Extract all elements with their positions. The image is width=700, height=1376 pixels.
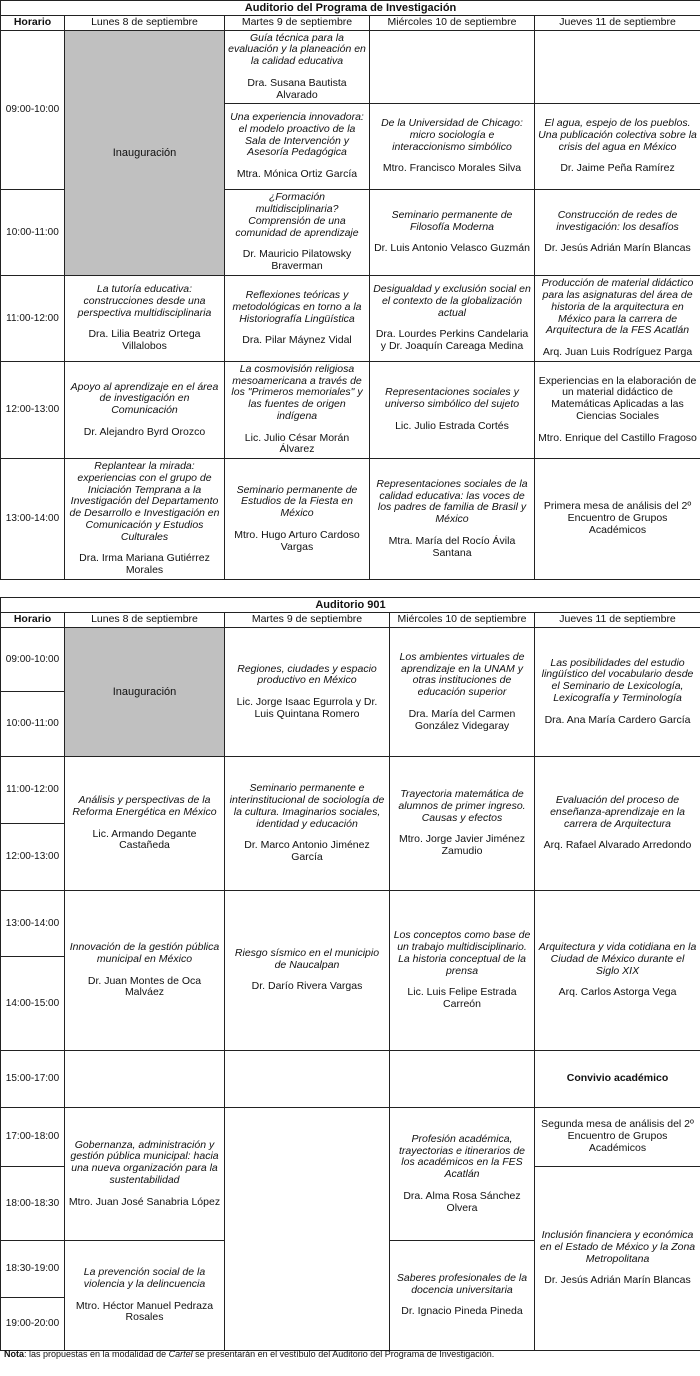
header-martes: Martes 9 de septiembre bbox=[225, 613, 390, 628]
session-title: Riesgo sísmico en el municipio de Naucalpan bbox=[234, 946, 380, 971]
schedule-cell bbox=[225, 362, 370, 459]
session-title: Las posibilidades del estudio lingüístico del vocabulario desde el Seminario de Lexicología, Lexicografía y Terminología bbox=[541, 656, 694, 704]
time-slot: 19:00-20:00 bbox=[1, 1298, 65, 1351]
session-author: Arq. Juan Luis Rodríguez Parga bbox=[542, 346, 693, 359]
schedule-cell bbox=[390, 757, 535, 891]
time-slot: 10:00-11:00 bbox=[1, 190, 65, 276]
time-slot: 13:00-14:00 bbox=[1, 891, 65, 957]
session-author: Dr. Luis Antonio Velasco Guzmán bbox=[374, 242, 530, 255]
schedule-table-auditorio-901 bbox=[0, 597, 700, 1351]
session-title: Evaluación del proceso de enseñanza-aprendizaje en la carrera de Arquitectura bbox=[550, 794, 685, 830]
session-title: Innovación de la gestión pública municipal en México bbox=[69, 941, 220, 965]
session-title: La prevención social de la violencia y la delincuencia bbox=[83, 1266, 206, 1290]
session-author: Mtro. Hugo Arturo Cardoso Vargas bbox=[234, 528, 360, 553]
schedule-cell bbox=[370, 276, 535, 362]
session-title: Experiencias en la elaboración de un material didáctico de Matemáticas Aplicadas a las Ciencias Sociales bbox=[538, 374, 697, 422]
session-title: Trayectoria matemática de alumnos de primer ingreso. Causas y efectos bbox=[398, 788, 526, 824]
schedule-cell bbox=[535, 104, 700, 190]
schedule-table-auditorio-programa bbox=[0, 0, 700, 580]
schedule-cell bbox=[225, 104, 370, 190]
session-author: Dra. Susana Bautista Alvarado bbox=[247, 76, 347, 101]
session-author: Mtro. Jorge Javier Jiménez Zamudio bbox=[398, 833, 526, 858]
footnote-cartel: Cartel bbox=[168, 1349, 193, 1359]
session-author: Mtra. Mónica Ortiz García bbox=[236, 168, 358, 181]
session-author: Lic. Jorge Isaac Egurrola y Dr. Luis Quintana Romero bbox=[236, 696, 378, 720]
schedule-cell bbox=[225, 628, 390, 757]
header-horario: Horario bbox=[1, 16, 65, 31]
session-author: Dr. Darío Rivera Vargas bbox=[251, 980, 363, 993]
schedule-cell bbox=[225, 891, 390, 1051]
session-author: Dr. Jesús Adrián Marín Blancas bbox=[544, 1274, 691, 1287]
schedule-cell bbox=[370, 459, 535, 580]
session-title: Primera mesa de análisis del 2º Encuentro de Grupos Académicos bbox=[543, 500, 692, 536]
schedule-cell bbox=[535, 757, 700, 891]
session-author: Dr. Mauricio Pilatowsky Braverman bbox=[242, 248, 352, 273]
session-title: Análisis y perspectivas de la Reforma Energética en México bbox=[72, 794, 217, 818]
footnote-label: Nota bbox=[4, 1349, 24, 1359]
session-title: Construcción de redes de investigación: los desafíos bbox=[556, 208, 679, 233]
session-author: Dr. Marco Antonio Jiménez García bbox=[244, 839, 370, 864]
schedule-cell bbox=[225, 190, 370, 276]
session-title: Arquitectura y vida cotidiana en la Ciudad de México durante el Siglo XIX bbox=[538, 941, 697, 977]
time-slot: 14:00-15:00 bbox=[1, 957, 65, 1051]
footnote-text: se presentarán en el vestíbulo del Auditorio del Programa de Investigación. bbox=[192, 1349, 495, 1359]
session-author: Lic. Julio Estrada Cortés bbox=[395, 419, 509, 432]
session-author: Lic. Armando Degante Castañeda bbox=[92, 827, 197, 852]
time-slot: 18:30-19:00 bbox=[1, 1241, 65, 1298]
schedule-cell bbox=[65, 362, 225, 459]
schedule-cell bbox=[535, 362, 700, 459]
session-title: Seminario permanente e interinstitucional de sociología de la cultura. Imaginarios sociales, identidad y educación bbox=[229, 782, 385, 830]
session-title: Apoyo al aprendizaje en el área de investigación en Comunicación bbox=[70, 380, 219, 417]
schedule-cell bbox=[535, 628, 700, 757]
time-slot: 11:00-12:00 bbox=[1, 276, 65, 362]
schedule-cell bbox=[370, 104, 535, 190]
header-horario: Horario bbox=[1, 613, 65, 628]
empty-cell bbox=[390, 1051, 535, 1108]
session-author: Dr. Ignacio Pineda Pineda bbox=[401, 1305, 523, 1318]
schedule-cell bbox=[535, 891, 700, 1051]
header-lunes: Lunes 8 de septiembre bbox=[65, 613, 225, 628]
schedule-cell bbox=[65, 757, 225, 891]
schedule-cell bbox=[65, 891, 225, 1051]
time-slot: 12:00-13:00 bbox=[1, 362, 65, 459]
schedule-cell bbox=[225, 459, 370, 580]
session-title: Replantear la mirada: experiencias con el grupo de Iniciación Temprana a la Investigación del Departamento de Desarrollo e Investigación en Comunicación y Estudios Culturales bbox=[69, 460, 220, 543]
session-author: Mtro. Francisco Morales Silva bbox=[382, 162, 522, 175]
schedule-cell bbox=[65, 1241, 225, 1351]
session-title: Representaciones sociales de la calidad educativa: las voces de los padres de familia de Brasil y México bbox=[376, 477, 528, 526]
session-author: Dra. María del Carmen González Videgaray bbox=[408, 707, 516, 732]
schedule-cell bbox=[390, 628, 535, 757]
schedule-cell bbox=[535, 1167, 700, 1351]
session-title: Reflexiones teóricas y metodológicas en torno a la Historiografía Lingüística bbox=[232, 289, 362, 325]
session-author: Dr. Alejandro Byrd Orozco bbox=[83, 425, 206, 438]
table-title: Auditorio del Programa de Investigación bbox=[1, 1, 700, 16]
schedule-cell bbox=[225, 31, 370, 104]
schedule-cell bbox=[65, 276, 225, 362]
empty-cell bbox=[65, 1051, 225, 1108]
schedule-cell bbox=[535, 459, 700, 580]
session-author: Dra. Lilia Beatriz Ortega Villalobos bbox=[88, 328, 201, 353]
session-title: Saberes profesionales de la docencia universitaria bbox=[396, 1271, 528, 1296]
inauguracion-cell: Inauguración bbox=[65, 628, 225, 757]
session-title: Producción de material didáctico para las asignaturas del área de historia de la arquitectura en México para la carrera de Arquitectura de la FES Acatlán bbox=[541, 277, 694, 337]
session-author: Dra. Pilar Máynez Vidal bbox=[242, 334, 352, 347]
session-title: Gobernanza, administración y gestión pública municipal: hacia una nueva organización para la sustentabilidad bbox=[70, 1138, 219, 1186]
empty-cell bbox=[225, 1108, 390, 1351]
session-author: Arq. Rafael Alvarado Arredondo bbox=[543, 839, 692, 852]
session-author: Mtro. Enrique del Castillo Fragoso bbox=[538, 431, 697, 444]
session-title: Desigualdad y exclusión social en el contexto de la globalización actual bbox=[373, 283, 531, 319]
time-slot: 18:00-18:30 bbox=[1, 1167, 65, 1241]
schedule-cell bbox=[390, 1241, 535, 1351]
session-title: El agua, espejo de los pueblos. Una publicación colectiva sobre la crisis del agua en México bbox=[538, 117, 697, 153]
session-author: Dr. Jesús Adrián Marín Blancas bbox=[544, 242, 691, 255]
header-jueves: Jueves 11 de septiembre bbox=[535, 16, 700, 31]
session-title: Profesión académica, trayectorias e itinerarios de los académicos en la FES Acatlán bbox=[398, 1132, 526, 1181]
time-slot: 12:00-13:00 bbox=[1, 824, 65, 891]
schedule-cell bbox=[535, 1108, 700, 1167]
session-author: Lic. Julio César Morán Álvarez bbox=[244, 431, 350, 456]
schedule-cell bbox=[535, 276, 700, 362]
header-miercoles: Miércoles 10 de septiembre bbox=[390, 613, 535, 628]
time-slot: 17:00-18:00 bbox=[1, 1108, 65, 1167]
session-author: Lic. Luis Felipe Estrada Carreón bbox=[407, 986, 517, 1011]
header-miercoles: Miércoles 10 de septiembre bbox=[370, 16, 535, 31]
convivio-cell: Convivio académico bbox=[535, 1051, 700, 1108]
schedule-cell bbox=[225, 276, 370, 362]
time-slot: 15:00-17:00 bbox=[1, 1051, 65, 1108]
time-slot: 11:00-12:00 bbox=[1, 757, 65, 824]
session-title: Seminario permanente de Estudios de la Fiesta en México bbox=[236, 483, 358, 520]
empty-cell bbox=[225, 1051, 390, 1108]
session-author: Mtro. Héctor Manuel Pedraza Rosales bbox=[75, 1299, 214, 1324]
session-author: Dr. Jaime Peña Ramírez bbox=[560, 162, 675, 175]
schedule-cell bbox=[65, 1108, 225, 1241]
session-author: Dra. Ana María Cardero García bbox=[544, 713, 691, 726]
session-author: Dra. Irma Mariana Gutiérrez Morales bbox=[79, 552, 210, 577]
session-title: Guía técnica para la evaluación y la planeación en la calidad educativa bbox=[228, 31, 366, 68]
schedule-cell bbox=[390, 1108, 535, 1241]
schedule-cell bbox=[225, 757, 390, 891]
time-slot: 09:00-10:00 bbox=[1, 31, 65, 190]
session-title: Representaciones sociales y universo simbólico del sujeto bbox=[384, 386, 520, 411]
schedule-cell bbox=[390, 891, 535, 1051]
session-author: Mtra. María del Rocío Ávila Santana bbox=[388, 534, 516, 559]
session-title: Una experiencia innovadora: el modelo proactivo de la Sala de Intervención y Asesoría Pedagógica bbox=[230, 111, 364, 159]
session-title: Regiones, ciudades y espacio productivo en México bbox=[237, 662, 377, 687]
session-author: Arq. Carlos Astorga Vega bbox=[558, 986, 677, 999]
footnote bbox=[4, 1349, 494, 1359]
header-lunes: Lunes 8 de septiembre bbox=[65, 16, 225, 31]
session-title: ¿Formación multidisciplinaria? Comprensión de una comunidad de aprendizaje bbox=[235, 191, 359, 239]
footnote-text: : las propuestas en la modalidad de bbox=[24, 1349, 169, 1359]
session-title: De la Universidad de Chicago: micro sociología e interaccionismo simbólico bbox=[381, 117, 523, 153]
table-title: Auditorio 901 bbox=[1, 598, 700, 613]
empty-cell bbox=[370, 31, 535, 104]
schedule-cell bbox=[370, 362, 535, 459]
session-title: Seminario permanente de Filosofía Moderna bbox=[391, 208, 513, 233]
schedule-cell bbox=[370, 190, 535, 276]
time-slot: 09:00-10:00 bbox=[1, 628, 65, 692]
session-title: La cosmovisión religiosa mesoamericana a través de los "Primeros memoriales" y las fuentes de origen indígena bbox=[231, 362, 363, 422]
time-slot: 10:00-11:00 bbox=[1, 692, 65, 757]
session-title: La tutoría educativa: construcciones desde una perspectiva multidisciplinaria bbox=[77, 283, 212, 319]
header-martes: Martes 9 de septiembre bbox=[225, 16, 370, 31]
schedule-cell bbox=[65, 459, 225, 580]
inauguracion-cell: Inauguración bbox=[65, 31, 225, 276]
session-author: Mtro. Juan José Sanabria López bbox=[68, 1195, 221, 1208]
session-author: Dra. Alma Rosa Sánchez Olvera bbox=[403, 1189, 521, 1214]
header-jueves: Jueves 11 de septiembre bbox=[535, 613, 700, 628]
session-title: Segunda mesa de análisis del 2º Encuentro de Grupos Académicos bbox=[541, 1118, 694, 1154]
time-slot: 13:00-14:00 bbox=[1, 459, 65, 580]
session-title: Los conceptos como base de un trabajo multidisciplinario. La historia conceptual de la prensa bbox=[393, 929, 531, 977]
session-title: Inclusión financiera y económica en el Estado de México y la Zona Metropolitana bbox=[539, 1229, 696, 1265]
empty-cell bbox=[535, 31, 700, 104]
session-author: Dr. Juan Montes de Oca Malváez bbox=[87, 974, 202, 999]
session-author: Dra. Lourdes Perkins Candelaria y Dr. Joaquín Careaga Medina bbox=[375, 328, 529, 353]
schedule-cell bbox=[535, 190, 700, 276]
session-title: Los ambientes virtuales de aprendizaje en la UNAM y otras instituciones de educación superior bbox=[399, 650, 525, 699]
